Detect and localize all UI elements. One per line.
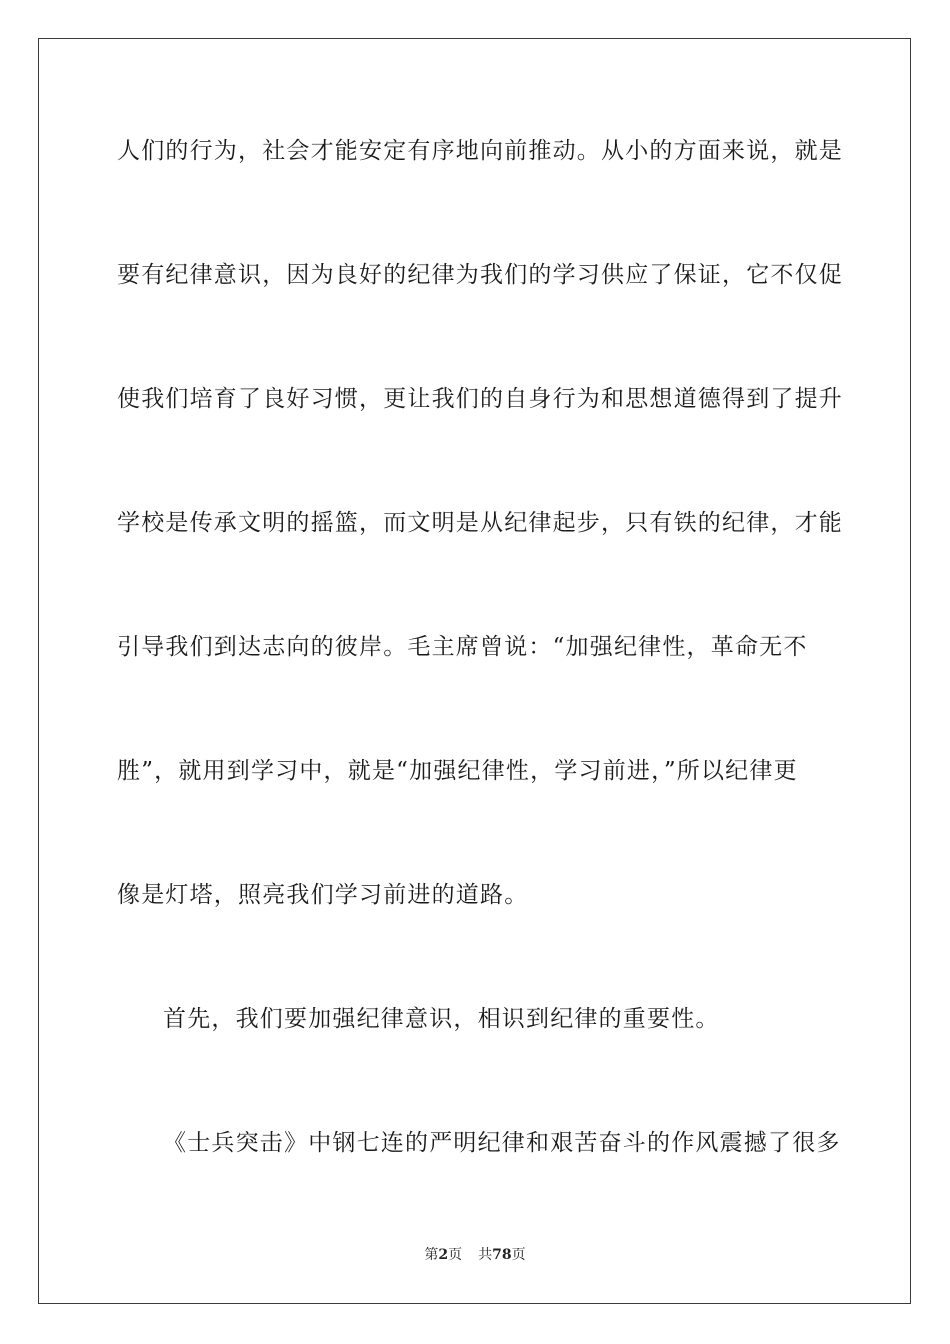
body-text-line-9: 《士兵突击》中钢七连的严明纪律和艰苦奋斗的作风震撼了很多 xyxy=(163,1130,841,1156)
body-text-line-8: 首先，我们要加强纪律意识，相识到纪律的重要性。 xyxy=(163,1006,720,1032)
page-footer xyxy=(0,1245,950,1265)
body-text-line-5: 引导我们到达志向的彼岸。毛主席曾说：“加强纪律性，革命无不 xyxy=(117,634,808,660)
body-text-line-7: 像是灯塔，照亮我们学习前进的道路。 xyxy=(117,882,529,908)
page-prefix: 第 xyxy=(424,1247,439,1263)
body-text-line-4: 学校是传承文明的摇篮，而文明是从纪律起步，只有铁的纪律，才能 xyxy=(117,510,843,536)
page-border xyxy=(38,38,911,1304)
body-text-line-6: 胜”，就用到学习中，就是“加强纪律性，学习前进，”所以纪律更 xyxy=(117,758,798,784)
page-number: 2 xyxy=(438,1247,449,1263)
total-suffix: 页 xyxy=(511,1247,526,1263)
total-prefix: 共 xyxy=(478,1247,493,1263)
page-suffix: 页 xyxy=(448,1247,463,1263)
body-text-line-1: 人们的行为，社会才能安定有序地向前推动。从小的方面来说，就是 xyxy=(117,138,843,164)
body-text-line-2: 要有纪律意识，因为良好的纪律为我们的学习供应了保证，它不仅促 xyxy=(117,262,843,288)
total-pages: 78 xyxy=(492,1247,512,1263)
body-text-line-3: 使我们培育了良好习惯，更让我们的自身行为和思想道德得到了提升 xyxy=(117,386,843,412)
